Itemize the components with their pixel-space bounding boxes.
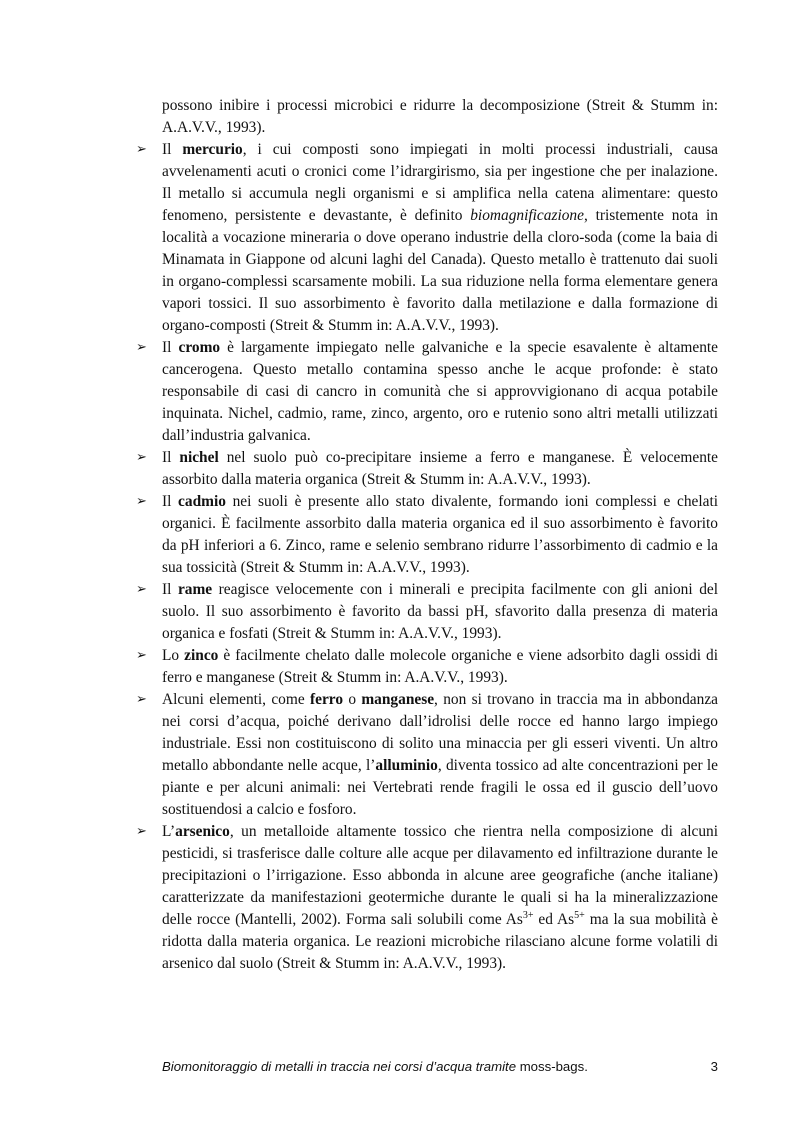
term-manganese: manganese [361, 691, 435, 708]
item-text: nei suoli è presente allo stato divalente, formando ioni complessi e chelati organici. È facilmente assorbito dalla materia organica ed il suo assorbimento è favorito da pH inferiori a 6. Zinco, rame e selenio sembrano ridurre l’assorbimento di cadmio e la sua tossicità (Streit & Stumm in: A.A.V.V., 1993). [162, 493, 719, 576]
item-prefix: Il [162, 339, 179, 356]
item-text-cont: ma la sua mobilità è ridotta dalla materia organica. Le reazioni microbiche rilasciano alcune forme volatili di arsenico dal suolo (Streit & Stumm in: A.A.V.V., 1993). [162, 911, 719, 972]
item-text: è facilmente chelato dalle molecole organiche e viene adsorbito dagli ossidi di ferro e manganese (Streit & Stumm in: A.A.V.V., 1993). [162, 647, 718, 686]
item-text: è largamente impiegato nelle galvaniche e la specie esavalente è altamente cancerogena. Questo metallo contamina spesso anche le acque profonde: è stato responsabile di casi di cancro in comunità che si approvvigionano di acqua potabile inquinata. Nichel, cadmio, rame, zinco, argento, oro e rutenio sono altri metalli utilizzati dall’industria galvanica. [162, 339, 718, 444]
list-item-cadmio [136, 491, 719, 579]
list-item-arsenico [136, 821, 719, 975]
arrow-bullet-icon: ➢ [136, 340, 147, 355]
superscript-charge: 5+ [574, 909, 585, 921]
term-rame: rame [177, 581, 213, 598]
arrow-bullet-icon: ➢ [136, 648, 147, 663]
footer-title-italic: Biomonitoraggio di metalli in traccia nei corsi d’acqua tramite [162, 1059, 517, 1074]
arrow-bullet-icon: ➢ [136, 824, 147, 839]
term-mercurio: mercurio [182, 141, 243, 158]
list-item-zinco [136, 645, 718, 689]
item-text: reagisce velocemente con i minerali e precipita facilmente con gli anioni del suolo. Il suo assorbimento è favorito da bassi pH, sfavorito dalla presenza di materia organica e fosfati (Streit & Stumm in: A.A.V.V., 1993). [162, 581, 719, 642]
item-prefix: Alcuni elementi, come [162, 691, 310, 708]
item-text: , un metalloide altamente tossico che rientra nella composizione di alcuni pesticidi, si trasferisce dalle colture alle acque per dilavamento ed infiltrazione durante le precipitazioni o l’irrigazione. Esso abbonda in alcune aree geografiche (anche italiane) caratterizzate da manifestazioni geotermiche durante le quali si ha la mineralizzazione delle rocce (Mantelli, 2002). Forma sali solubili come As [162, 823, 718, 928]
arrow-bullet-icon: ➢ [136, 692, 147, 707]
item-prefix: Il [162, 581, 178, 598]
list-item-rame [136, 579, 719, 645]
item-text: ed As [533, 911, 575, 928]
arrow-bullet-icon: ➢ [136, 582, 147, 597]
term-arsenico: arsenico [175, 823, 230, 840]
item-prefix: Il [162, 449, 180, 466]
footer-title [162, 1059, 588, 1074]
item-text: , i cui composti sono impiegati in molti processi industriali, causa avvelenamenti acuti o cronici come l’idrargirismo, sia per ingestione che per inalazione. Il metallo si accumula negli organismi e si amplifica nella catena alimentare: questo fenomeno, persistente e devastante, è definito [162, 141, 719, 224]
list-item-ferro-manganese [136, 689, 718, 821]
item-text: nel suolo può co-precipitare insieme a ferro e manganese. È velocemente assorbito dalla materia organica (Streit & Stumm in: A.A.V.V., 1993). [162, 449, 718, 488]
arrow-bullet-icon: ➢ [136, 450, 147, 465]
intro-paragraph: possono inibire i processi microbici e ridurre la decomposizione (Streit & Stumm in: A.A.V.V., 1993). [162, 97, 718, 136]
superscript-charge: 3+ [522, 909, 534, 921]
item-text: o [343, 691, 362, 708]
page-number: 3 [710, 1059, 718, 1074]
arrow-bullet-icon: ➢ [136, 494, 147, 509]
term-alluminio: alluminio [375, 757, 438, 774]
arrow-bullet-icon: ➢ [136, 142, 147, 157]
item-text-cont: , tristemente nota in località a vocazione mineraria o dove operano industrie della cloro-soda (come la baia di Minamata in Giappone od alcuni laghi del Canada). Questo metallo è trattenuto dai suoli in organo-complessi scarsamente mobili. La sua riduzione nella forma elementare genera vapori tossici. Il suo assorbimento è favorito dalla metilazione e dalla formazione di organo-composti (Streit & Stumm in: A.A.V.V., 1993). [162, 207, 718, 334]
footer-title-plain: moss-bags. [516, 1059, 588, 1074]
item-prefix: Lo [162, 647, 185, 664]
list-item-mercurio [136, 139, 719, 337]
page-footer [162, 1059, 718, 1077]
list-item-nichel [136, 447, 718, 491]
term-cromo: cromo [178, 339, 221, 356]
list-item-cromo [136, 337, 718, 447]
item-text-cont: , diventa tossico ad alte concentrazioni per le piante e per alcuni animali: nei Vertebrati rende fragili le ossa ed il guscio dell’uovo sostituendosi a calcio e fosforo. [162, 757, 718, 818]
term-zinco: zinco [184, 647, 219, 664]
item-prefix: L’ [162, 823, 176, 840]
item-prefix: Il [162, 141, 183, 158]
term-nichel: nichel [179, 449, 219, 466]
term-ferro: ferro [309, 691, 344, 708]
term-biomagnificazione: biomagnificazione [470, 207, 584, 224]
body-text [136, 95, 719, 975]
item-text: , non si trovano in traccia ma in abbondanza nei corsi d’acqua, poiché derivano dall’idrolisi delle rocce ed hanno largo impiego industriale. Essi non costituiscono di solito una minaccia per gli esseri viventi. Un altro metallo abbondante nelle acque, l’ [162, 691, 718, 774]
term-cadmio: cadmio [178, 493, 226, 510]
item-prefix: Il [162, 493, 179, 510]
